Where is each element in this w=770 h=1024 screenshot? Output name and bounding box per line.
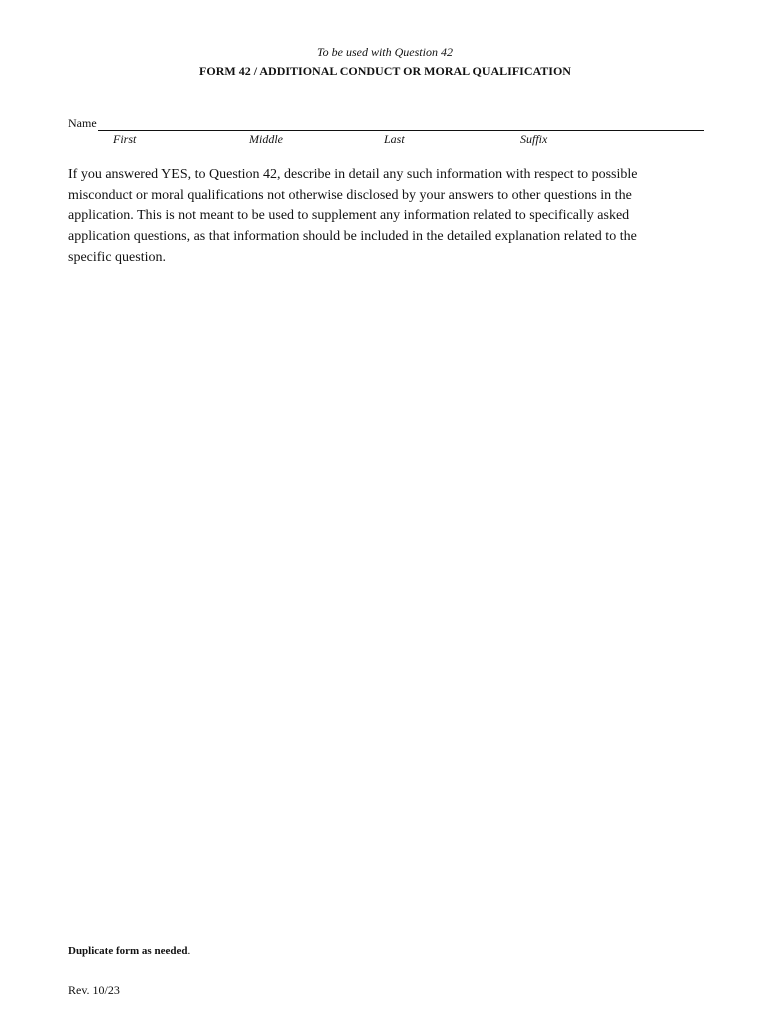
middle-name-label: Middle — [249, 132, 283, 146]
name-input-line[interactable] — [98, 117, 704, 131]
form-title: FORM 42 / ADDITIONAL CONDUCT OR MORAL QUALIFICATION — [199, 64, 571, 78]
instructions-paragraph: If you answered YES, to Question 42, describe in detail any such information with respect to possible misconduct or moral qualifications not otherwise disclosed by your answers to other questions in the application. This is not meant to be used to supplement any information related to specifically asked application questions, as that information should be included in the detailed explanation related to the specific question. — [68, 167, 638, 265]
duplicate-form-note — [68, 945, 190, 957]
first-name-label: First — [113, 132, 137, 146]
suffix-label: Suffix — [520, 132, 548, 146]
revision-label: Rev. 10/23 — [68, 983, 120, 997]
duplicate-form-note-text: Duplicate form as needed — [68, 945, 188, 957]
name-field — [68, 115, 704, 131]
form-subtitle: To be used with Question 42 — [317, 45, 453, 59]
duplicate-form-note-period: . — [187, 945, 191, 957]
last-name-label: Last — [384, 132, 405, 146]
name-label: Name — [68, 116, 97, 130]
